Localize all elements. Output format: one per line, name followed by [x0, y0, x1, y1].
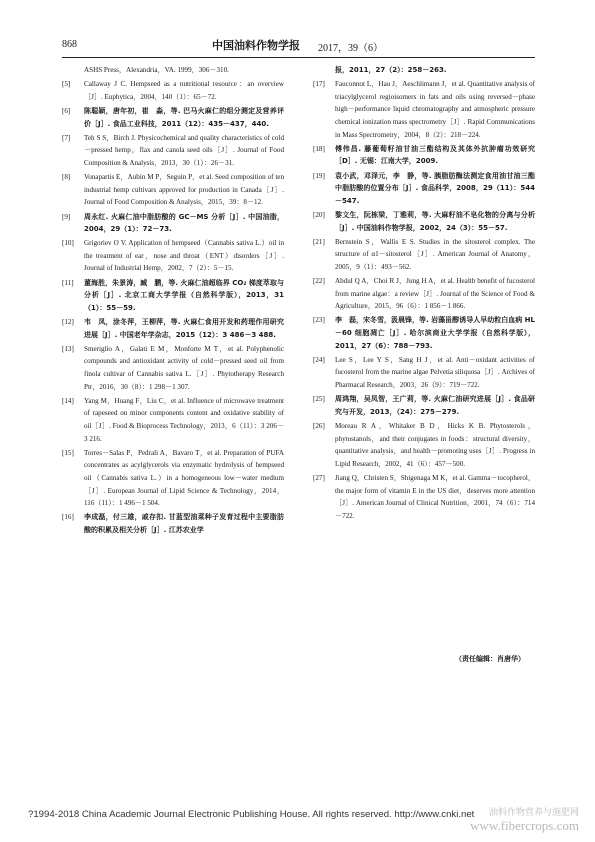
reference-item [62, 343, 284, 393]
reference-text: Moreau R A，Whitaker B D，Hicks K B. Phytosterols，phytostanols，and their conjugates in foods：structural diversity，quantitative analysis，and health－promoting uses［J］. Progress in Lipid Research，2002，41（6）：457－500. [335, 421, 535, 468]
site-watermark [470, 805, 579, 834]
page-header [62, 37, 535, 53]
reference-number: [23] [313, 316, 325, 325]
journal-issue: 2017，39（6） [318, 43, 383, 54]
reference-text: Fauconnot L，Hau J，Aeschlimann J，et al. Quantitative analysis of triacylglycerol regioisomers in fats and oils using reversed－phase high－performance liquid chromatography and atmospheric pressure chemical ionization mass spectrometry［J］. Rapid Communications in Mass Spectrometry，2004，8（2）：218－224. [335, 80, 535, 139]
reference-number: [8] [62, 173, 71, 182]
reference-item [62, 395, 284, 445]
reference-number: [17] [313, 80, 325, 89]
reference-number: [13] [62, 344, 74, 353]
reference-text: 董海胜，朱景涛，臧 鹏，等. 火麻仁油超临界 CO₂ 梯度萃取与分析［J］. 北京工商大学学报（自然科学版），2013，31（1）：55－59. [84, 278, 284, 312]
reference-item [62, 316, 284, 341]
reference-text: Jiang Q，Christen S，Shigenaga M K，et al. Gamma－tocopherol，the major form of vitamin E in the US diet，deserves more attention［J］. American Journal of Clinical Nutrition，2001，74（6）：714－722. [335, 473, 535, 520]
reference-text: Yang M，Huang F，Liu C，et al. Influence of microwave treatment of rapeseed on minor components content and oxidative stability of oil［J］. Food & Bioprocess Technology，2013，6（11）：3 206－3 216. [84, 396, 284, 443]
reference-text: Grigoriev O V. Application of hempseed（Cannabis sativa L.）oil in the treatment of ear，nose and throat（ENT）disorders［J］. Journal of Industrial Hemp，2002，7（2）：5－15. [84, 239, 284, 273]
reference-number: [12] [62, 318, 74, 327]
reference-item [313, 314, 535, 352]
reference-number: [24] [313, 355, 325, 364]
reference-item [62, 171, 284, 209]
reference-number: [18] [313, 144, 325, 153]
reference-text: 周永红. 火麻仁油中脂肪酸的 GC－MS 分析［J］. 中国油脂，2004，29（1）：72－73. [84, 212, 284, 234]
watermark-site-name: 油料作物营养与施肥网 [488, 808, 579, 818]
reference-number: [21] [313, 237, 325, 246]
reference-text: 李 磊，宋冬雪，汲晨锋，等. 岩藻甾醇诱导人早幼粒白血病 HL－60 细胞凋亡［J］. 哈尔滨商业大学学报（自然科学版），2011，27（6）：788－793. [335, 316, 535, 350]
journal-title: 中国油料作物学报 [212, 39, 300, 52]
reference-item [62, 277, 284, 315]
reference-item [313, 78, 535, 141]
reference-number: [9] [62, 212, 71, 221]
reference-item [313, 209, 535, 234]
reference-number: [25] [313, 395, 325, 404]
reference-item [62, 132, 284, 170]
reference-number: [15] [62, 448, 74, 457]
reference-text: 黎文生，阮栋梁，丁雅莉，等. 大麻籽油不皂化物的分离与分析［J］. 中国油料作物学报，2002，24（3）：55－57. [335, 210, 535, 232]
reference-item [62, 64, 284, 77]
reference-text: 陈聪颖，唐年初，崔 淼，等. 巴马火麻仁的组分测定及营养评价［J］. 食品工业科技，2011（12）：435－437，440. [84, 106, 284, 128]
reference-number: [7] [62, 133, 71, 142]
reference-item [62, 237, 284, 275]
reference-item [62, 78, 284, 103]
page-number: 868 [62, 39, 77, 50]
reference-item [313, 170, 535, 208]
responsible-editor: （责任编辑：肖唐华） [455, 655, 525, 663]
reference-number: [6] [62, 106, 71, 115]
reference-item [313, 393, 535, 418]
reference-item [313, 472, 535, 522]
reference-text: Abdul Q A，Choi R J，Jung H A，et al. Health benefit of fucosterol from marine algae：a review［J］. Journal of the Science of Food & Agriculture，2015，96（6）：1 856－1 866. [335, 277, 535, 311]
reference-number: [5] [62, 80, 71, 89]
reference-item [313, 64, 535, 77]
reference-item [62, 447, 284, 510]
reference-column-left [62, 64, 284, 538]
reference-item [62, 105, 284, 130]
reference-text: 袁小武，邓泽元，李 静，等. 胰脂肪酶法测定食用油甘油三酯中脂肪酸的位置分布［J］. 食品科学，2008，29（11）：544－547. [335, 171, 535, 205]
reference-number: [26] [313, 421, 325, 430]
reference-text: 李成磊，付三雄，戚存扣. 甘蓝型油菜种子发育过程中主要脂肪酸的积累及相关分析［J］. 江苏农业学 [84, 513, 284, 534]
reference-item [62, 511, 284, 536]
reference-item [313, 275, 535, 313]
reference-text: 傅伟昌. 藤葡萄籽油甘油三酯结构及其体外抗肿瘤功效研究［D］. 无锡：江南大学，2009. [335, 144, 535, 166]
watermark-url: www.fibercrops.com [470, 818, 579, 833]
reference-number: [22] [313, 277, 325, 286]
reference-text: 周鸿翔，吴凤智，王广莉，等. 火麻仁油研究进展［J］. 食品研究与开发，2013，（24）：275－279. [335, 395, 535, 416]
reference-item [313, 354, 535, 392]
reference-text: 报，2011，27（2）：258－263. [335, 66, 447, 74]
copyright-footer: ?1994-2018 China Academic Journal Electronic Publishing House. All rights reserved. http://www.cnki.net [28, 809, 475, 820]
reference-number: [20] [313, 210, 325, 219]
reference-number: [11] [62, 278, 74, 287]
reference-text: Bernstein S，Wallis E S. Studies in the sitosterol complex. The structure of α1－sitosterol［J］. American Journal of Anatomy，2005，9（1）：493－562. [335, 237, 535, 271]
reference-text: Callaway J C. Hempseed as a nutritional resource：an overview［J］. Euphytica，2004，140（1）：65－72. [84, 80, 284, 101]
reference-item [62, 211, 284, 236]
reference-text: Vonapartis E，Aubin M P，Seguin P，et al. Seed composition of ten industrial hemp cultivars approved for production in Canada［J］. Journal of Food Composition & Analysis，2015，39：8－12. [84, 173, 284, 207]
reference-text: ASHS Press，Alexandria，VA. 1999，306－310. [84, 66, 229, 74]
reference-text: Smeriglio A，Galati E M，Monforte M T，et al. Polyphenolic compounds and antioxidant activity of cold－pressed seed oil from finola cultivar of Cannabis sativa L.［J］. Phytotherapy Research Ptr，2016，30（8）：1 298－1 307. [84, 344, 284, 391]
reference-number: [10] [62, 239, 74, 248]
reference-column-right [313, 64, 535, 524]
reference-text: 韦 凤，涂冬萍，王柳萍，等. 火麻仁食用开发和药理作用研究进展［J］. 中国老年学杂志，2015（12）：3 486－3 488. [84, 318, 284, 339]
header-rule [62, 57, 535, 58]
reference-number: [16] [62, 513, 74, 522]
reference-item [313, 420, 535, 470]
reference-number: [14] [62, 396, 74, 405]
reference-item [313, 143, 535, 168]
reference-number: [27] [313, 473, 325, 482]
reference-text: Torres－Salas P，Pedrali A，Bavaro T，et al. Preparation of PUFA concentrates as acylglycerols via enzymatic hydrolysis of hempseed oil（Cannabis sativa L.）in a homogeneous low－water medium［J］. European Journal of Lipid Science & Technology，2014，116（11）：1 496－1 504. [84, 448, 284, 508]
reference-text: Teh S S，Birch J. Physicochemical and quality characteristics of cold－pressed hemp，flax and canola seed oils［J］. Journal of Food Composition & Analysis，2013，30（1）：26－31. [84, 133, 284, 167]
reference-number: [19] [313, 171, 325, 180]
reference-text: Lee S，Lee Y S，Sang H J，et al. Anti－oxidant activities of fucosterol from the marine algae Pelvetia siliquosa［J］. Archives of Pharmacal Research，2003，26（9）：719－722. [335, 355, 535, 389]
reference-item [313, 236, 535, 274]
